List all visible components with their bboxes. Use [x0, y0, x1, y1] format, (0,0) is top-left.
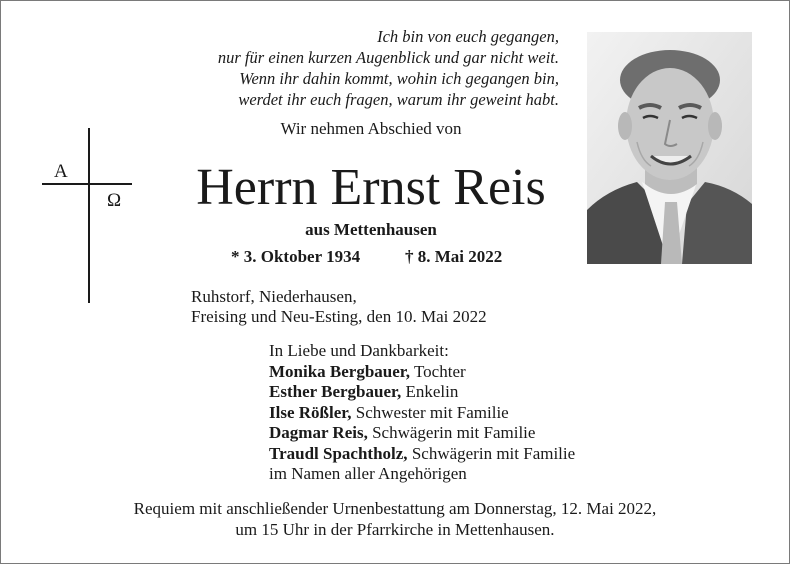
mourner-entry: [269, 403, 575, 424]
poem-line: werdet ihr euch fragen, warum ihr geweint habt.: [238, 90, 559, 109]
origin-text: aus Mettenhausen: [305, 220, 437, 239]
intro-text: Wir nehmen Abschied von: [280, 119, 462, 138]
mourner-relation: Tochter: [410, 361, 466, 381]
omega-symbol: Ω: [107, 190, 122, 211]
places-date: [191, 287, 487, 327]
portrait-photo: [587, 32, 752, 264]
requiem-line: um 15 Uhr in der Pfarrkirche in Mettenhausen.: [235, 520, 555, 539]
mourner-entry: [269, 423, 575, 444]
places-line: Freising und Neu-Esting, den 10. Mai 2022: [191, 307, 487, 326]
mourner-name: Ilse Rößler,: [269, 402, 352, 422]
death-date: † 8. Mai 2022: [405, 247, 503, 266]
poem-line: Ich bin von euch gegangen,: [377, 27, 559, 46]
mourner-relation: Enkelin: [401, 382, 459, 401]
poem: [151, 26, 559, 110]
poem-line: Wenn ihr dahin kommt, wohin ich gegangen bin,: [239, 69, 559, 88]
cross-horizontal-bar: [42, 183, 132, 185]
mourner-relation: Schwägerin mit Familie: [367, 423, 536, 442]
cross-vertical-bar: [88, 128, 90, 303]
mourner-relation: Schwester mit Familie: [351, 402, 509, 422]
mourner-entry: [269, 444, 575, 465]
requiem-line: Requiem mit anschließender Urnenbestattung am Donnerstag, 12. Mai 2022,: [133, 499, 657, 518]
mourner-relation: Schwägerin mit Familie: [407, 443, 576, 463]
portrait-illustration: [587, 32, 752, 264]
poem-line: nur für einen kurzen Augenblick und gar nicht weit.: [217, 48, 559, 67]
mourner-entry: [269, 382, 575, 403]
mourner-entry: [269, 362, 575, 383]
mourners-intro: In Liebe und Dankbarkeit:: [269, 341, 449, 360]
birth-date: * 3. Oktober 1934: [231, 247, 361, 266]
mourner-name: Esther Bergbauer,: [269, 382, 402, 401]
places-line: Ruhstorf, Niederhausen,: [191, 287, 357, 306]
mourner-name: Dagmar Reis,: [269, 423, 368, 442]
mourner-name: Monika Bergbauer,: [269, 361, 411, 381]
mourners-closing: im Namen aller Angehörigen: [269, 464, 467, 483]
mourner-name: Traudl Spachtholz,: [269, 443, 408, 463]
alpha-symbol: A: [54, 161, 68, 182]
requiem-info: [61, 498, 729, 540]
mourners-list: [269, 341, 575, 485]
deceased-name: Herrn Ernst Reis: [196, 159, 546, 216]
